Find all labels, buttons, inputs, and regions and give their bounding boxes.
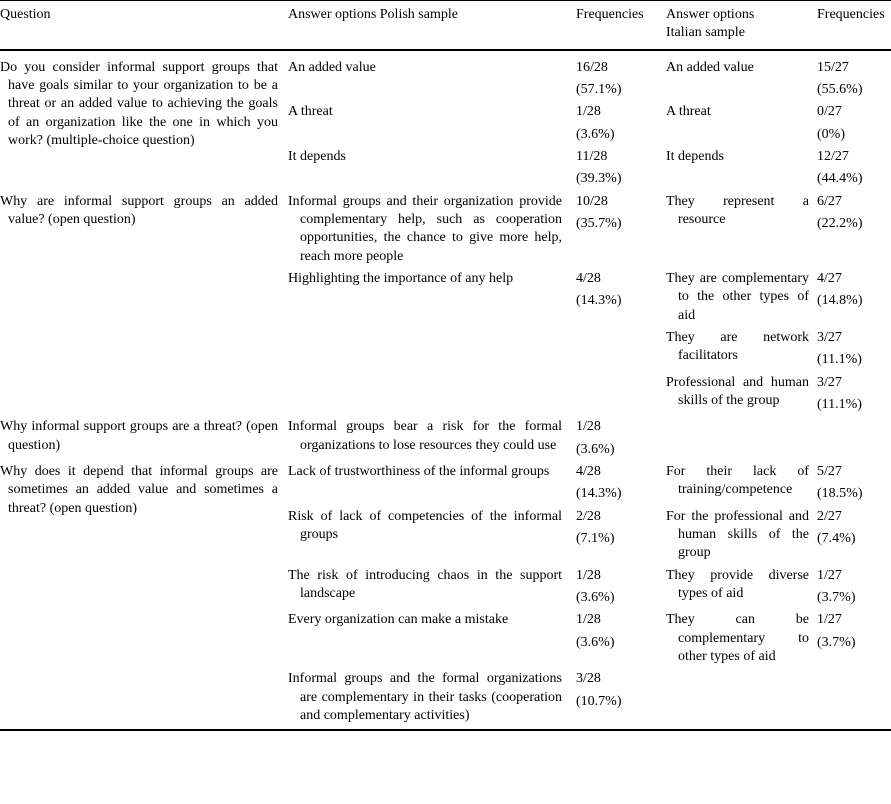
polish-frequency-cell [576, 193, 666, 270]
polish-answer-text: Informal groups and their organization provide complementary help, such as cooperation opportunities, the chance to give more help, reach more people [288, 193, 562, 264]
polish-frequency-cell [576, 611, 666, 670]
question-cell [0, 418, 288, 463]
column-header-polish-answers: Answer options Polish sample [288, 1, 576, 50]
polish-frequency-cell [576, 508, 666, 567]
question-cell [0, 193, 288, 419]
italian-answer-text: They can be complementary to other types of aid [666, 612, 809, 664]
frequency-count: 15/27 [817, 59, 849, 75]
frequency-count: 2/28 [576, 508, 601, 524]
polish-answer-cell [288, 329, 576, 374]
italian-answer-text: An added value [666, 59, 754, 75]
italian-frequency-cell [817, 670, 891, 730]
frequency-count: 2/27 [817, 508, 842, 524]
italian-answer-text: Professional and human skills of the group [666, 374, 809, 408]
frequency-count: 4/28 [576, 270, 601, 286]
frequency-percent: (44.4%) [817, 171, 863, 187]
polish-answer-text: Risk of lack of competencies of the informal groups [288, 508, 562, 542]
table-row [0, 463, 891, 508]
polish-answer-cell [288, 193, 576, 270]
italian-frequency-cell [817, 374, 891, 419]
italian-frequency-cell [817, 463, 891, 508]
polish-answer-text: Informal groups bear a risk for the formal organizations to lose resources they could use [288, 419, 562, 453]
polish-answer-text: It depends [288, 148, 346, 164]
italian-answer-cell [666, 611, 817, 670]
polish-answer-text: Lack of trustworthiness of the informal groups [288, 463, 550, 479]
frequency-percent: (3.7%) [817, 634, 856, 650]
question-text: Why informal support groups are a threat? (open question) [0, 419, 278, 453]
question-text: Why does it depend that informal groups are sometimes an added value and sometimes a threat? (open question) [0, 463, 278, 516]
italian-answer-text: They provide diverse types of aid [666, 567, 809, 601]
italian-frequency-cell [817, 567, 891, 612]
italian-frequency-cell [817, 611, 891, 670]
italian-frequency-cell [817, 270, 891, 329]
polish-answer-cell [288, 148, 576, 193]
frequency-percent: (11.1%) [817, 396, 862, 412]
frequency-count: 1/28 [576, 567, 601, 583]
frequency-count: 1/28 [576, 419, 601, 435]
frequency-count: 4/28 [576, 463, 601, 479]
frequency-count: 16/28 [576, 59, 608, 75]
frequency-percent: (35.7%) [576, 215, 622, 231]
italian-answer-cell [666, 463, 817, 508]
header-row [0, 1, 891, 50]
polish-frequency-cell [576, 374, 666, 419]
question-text: Do you consider informal support groups that have goals similar to your organization to be a threat or an added value to achieving the goals of an organization like the one in which you work? (multiple-choice question) [0, 59, 278, 148]
table-row [0, 193, 891, 270]
frequency-percent: (18.5%) [817, 486, 863, 502]
frequency-percent: (22.2%) [817, 215, 863, 231]
polish-frequency-cell [576, 148, 666, 193]
italian-answer-cell [666, 50, 817, 104]
italian-answer-cell [666, 103, 817, 148]
column-header-polish-frequencies: Frequencies [576, 1, 666, 50]
frequency-percent: (14.3%) [576, 293, 622, 309]
polish-frequency-cell [576, 329, 666, 374]
polish-frequency-cell [576, 418, 666, 463]
table-body [0, 50, 891, 731]
italian-answer-cell [666, 508, 817, 567]
italian-answer-text: A threat [666, 104, 711, 120]
polish-answer-cell [288, 270, 576, 329]
italian-answer-cell [666, 148, 817, 193]
frequency-percent: (14.8%) [817, 293, 863, 309]
italian-answer-cell [666, 567, 817, 612]
polish-frequency-cell [576, 670, 666, 730]
polish-answer-text: A threat [288, 104, 333, 120]
polish-answer-cell [288, 374, 576, 419]
italian-answer-cell [666, 374, 817, 419]
polish-answer-text: Highlighting the importance of any help [288, 270, 514, 286]
frequency-percent: (55.6%) [817, 81, 863, 97]
frequency-percent: (10.7%) [576, 693, 622, 709]
question-text: Why are informal support groups an added value? (open question) [0, 193, 278, 227]
polish-answer-cell [288, 670, 576, 730]
frequency-count: 5/27 [817, 463, 842, 479]
frequency-count: 1/27 [817, 567, 842, 583]
polish-answer-cell [288, 50, 576, 104]
question-cell [0, 463, 288, 730]
frequency-percent: (14.3%) [576, 486, 622, 502]
italian-frequency-cell [817, 508, 891, 567]
column-header-question: Question [0, 1, 288, 50]
italian-answer-cell [666, 418, 817, 463]
polish-answer-text: The risk of introducing chaos in the support landscape [288, 567, 562, 601]
frequency-count: 1/28 [576, 104, 601, 120]
italian-answer-cell [666, 329, 817, 374]
frequency-count: 4/27 [817, 270, 842, 286]
polish-answer-text: Every organization can make a mistake [288, 612, 509, 628]
frequency-percent: (3.6%) [576, 126, 615, 142]
polish-answer-cell [288, 508, 576, 567]
polish-answer-cell [288, 611, 576, 670]
polish-answer-text: Informal groups and the formal organizations are complementary in their tasks (cooperation and complementary activities) [288, 671, 562, 723]
frequency-percent: (57.1%) [576, 81, 622, 97]
polish-answer-text: An added value [288, 59, 376, 75]
polish-answer-cell [288, 463, 576, 508]
frequency-count: 1/28 [576, 612, 601, 628]
frequency-count: 0/27 [817, 104, 842, 120]
frequency-count: 12/27 [817, 148, 849, 164]
column-header-italian-answers: Answer options Italian sample [666, 1, 817, 50]
frequency-percent: (39.3%) [576, 171, 622, 187]
italian-answer-text: They represent a resource [666, 193, 809, 227]
frequency-percent: (3.6%) [576, 634, 615, 650]
italian-frequency-cell [817, 418, 891, 463]
italian-answer-cell [666, 270, 817, 329]
frequency-percent: (7.4%) [817, 530, 856, 546]
polish-answer-cell [288, 103, 576, 148]
polish-frequency-cell [576, 103, 666, 148]
frequency-percent: (3.7%) [817, 589, 856, 605]
frequency-percent: (0%) [817, 126, 845, 142]
italian-frequency-cell [817, 148, 891, 193]
frequency-percent: (7.1%) [576, 530, 615, 546]
table-row [0, 50, 891, 104]
column-header-italian-frequencies: Frequencies [817, 1, 891, 50]
polish-answer-cell [288, 567, 576, 612]
frequency-count: 3/27 [817, 329, 842, 345]
italian-frequency-cell [817, 193, 891, 270]
polish-frequency-cell [576, 463, 666, 508]
frequency-count: 10/28 [576, 193, 608, 209]
italian-frequency-cell [817, 50, 891, 104]
italian-answer-text: For the professional and human skills of the group [666, 508, 809, 561]
frequency-percent: (3.6%) [576, 589, 615, 605]
frequency-count: 3/28 [576, 671, 601, 687]
italian-frequency-cell [817, 103, 891, 148]
polish-answer-cell [288, 418, 576, 463]
italian-answer-text: For their lack of training/competence [666, 463, 809, 498]
question-cell [0, 50, 288, 193]
italian-answer-cell [666, 193, 817, 270]
italian-answer-text: They are complementary to the other types of aid [666, 270, 809, 323]
polish-frequency-cell [576, 567, 666, 612]
frequency-count: 11/28 [576, 148, 608, 164]
table-row [0, 418, 891, 463]
frequency-count: 3/27 [817, 374, 842, 390]
frequency-count: 1/27 [817, 612, 842, 628]
table-header [0, 1, 891, 50]
italian-answer-text: They are network facilitators [666, 329, 809, 364]
frequency-percent: (3.6%) [576, 441, 615, 457]
frequency-count: 6/27 [817, 193, 842, 209]
italian-answer-text: It depends [666, 148, 724, 164]
polish-frequency-cell [576, 270, 666, 329]
italian-answer-cell [666, 670, 817, 730]
frequency-percent: (11.1%) [817, 352, 862, 368]
polish-frequency-cell [576, 50, 666, 104]
italian-frequency-cell [817, 329, 891, 374]
